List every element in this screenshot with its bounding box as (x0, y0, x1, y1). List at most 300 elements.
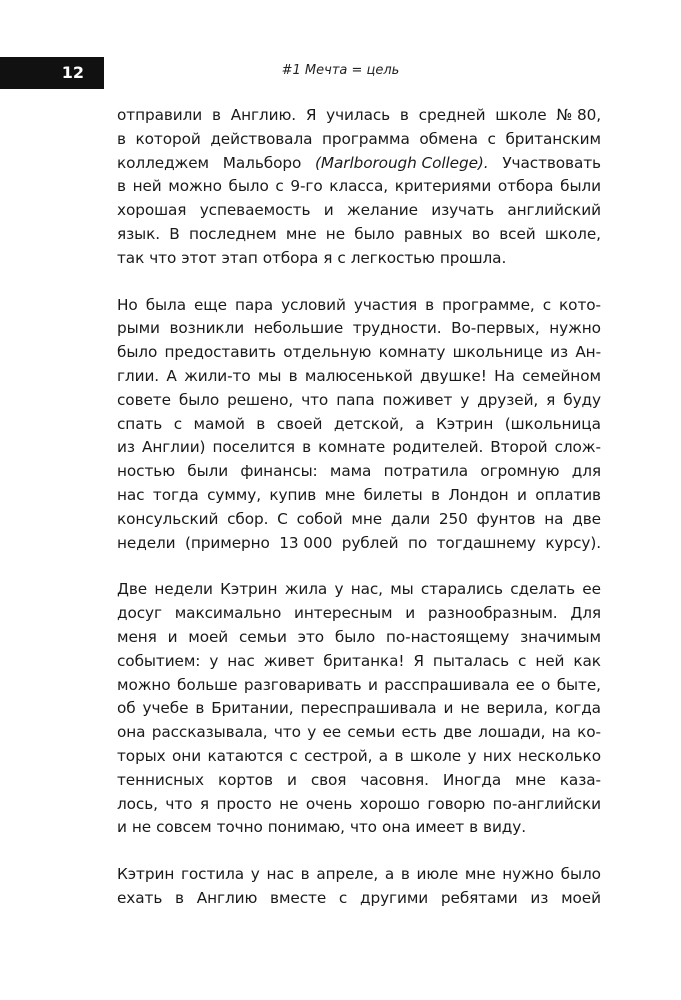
word: у (460, 390, 470, 409)
word: имеет (415, 818, 465, 837)
word: программа (322, 129, 410, 148)
word: из (550, 343, 569, 362)
word: Иногда (442, 770, 502, 789)
word: школе (495, 106, 547, 124)
text-line (117, 128, 601, 152)
word: в (394, 746, 404, 765)
word: оплатив (535, 485, 601, 504)
text-line (117, 389, 601, 413)
word: детской, (333, 414, 404, 433)
word: с (542, 295, 552, 314)
word: школьнице (452, 343, 543, 362)
word: у (467, 746, 477, 765)
word: моей (561, 888, 601, 907)
word: я (199, 794, 210, 813)
text-line (117, 674, 601, 698)
word: билеты (363, 485, 423, 504)
word: участия (353, 295, 418, 314)
text-line (117, 294, 601, 318)
word: критериями (394, 177, 492, 196)
word: об (117, 699, 136, 718)
word: которой (135, 129, 201, 148)
word: гостила (180, 865, 245, 884)
word: нас, (350, 580, 383, 599)
word: своя (310, 770, 347, 789)
word: равных (403, 224, 463, 243)
word: условий (281, 295, 346, 314)
word: в (211, 106, 221, 124)
text-line (117, 793, 601, 817)
word: было (228, 177, 269, 196)
word: отправили (117, 106, 203, 124)
word: часовня. (360, 770, 429, 789)
word: язык. (117, 224, 161, 243)
word: живет (263, 651, 315, 670)
word: (примерно (185, 533, 270, 552)
word: британка! (323, 651, 405, 670)
word: комнату (378, 343, 446, 362)
word: глии. (117, 366, 160, 385)
word: вместе (270, 888, 327, 907)
word: точно (216, 818, 263, 837)
word: досуг (117, 604, 162, 623)
word: в (288, 366, 298, 385)
word: действовала (210, 129, 313, 148)
word: были (560, 177, 601, 196)
word: предоставить (164, 343, 276, 362)
word: отбора (262, 248, 319, 267)
text-line (117, 863, 601, 887)
word: консульский (117, 509, 219, 528)
word: мне (324, 485, 356, 504)
word: лошади, (478, 723, 546, 742)
text-line (117, 460, 601, 484)
word: хорошая (117, 201, 187, 220)
word: быте, (556, 675, 601, 694)
word: у (334, 580, 344, 599)
word: а (384, 865, 395, 884)
text-line (117, 175, 601, 199)
text-line (117, 602, 601, 626)
word: папа (336, 390, 375, 409)
word: разнообразным. (427, 604, 558, 623)
word: я (323, 248, 333, 267)
word: были (187, 462, 229, 481)
word: них (482, 746, 512, 765)
page-number: 12 (0, 57, 104, 89)
text-line (117, 317, 601, 341)
word: с (518, 651, 527, 670)
word: как (573, 651, 601, 670)
word: сестрой, (304, 746, 373, 765)
word: Но (117, 295, 138, 314)
word: кото- (559, 295, 601, 314)
word: в (425, 295, 435, 314)
word: потратила (383, 462, 469, 481)
word: пыталась (432, 651, 510, 670)
text-line (117, 626, 601, 650)
word: можно (117, 675, 171, 694)
word: с (337, 248, 346, 267)
text-line (117, 532, 601, 556)
word: курсу). (545, 533, 601, 552)
word: (школьница (504, 414, 601, 433)
word: Британии, (211, 699, 294, 718)
italic-phrase: (Marlborough College). (315, 153, 489, 172)
word: мы (390, 580, 414, 599)
word: еще (194, 295, 227, 314)
word: трудности. (352, 319, 442, 338)
word: расспрашивала (384, 675, 510, 694)
word: рублей (341, 533, 399, 552)
word: у (307, 723, 317, 742)
word: класса, (329, 177, 389, 196)
word: небольшие (253, 319, 344, 338)
word: малюсенькой (304, 366, 413, 385)
word: очень (305, 794, 353, 813)
text-line (117, 152, 601, 176)
word: больше (177, 675, 238, 694)
word: фунтов (476, 509, 536, 528)
word: семьи (347, 723, 396, 742)
word: недели (117, 533, 176, 552)
word: На (494, 366, 515, 385)
word: средней (418, 106, 486, 124)
word: нас (117, 485, 145, 504)
word: школе, (544, 224, 601, 243)
text-line (117, 223, 601, 247)
text-line (117, 769, 601, 793)
word: они (172, 746, 202, 765)
word: ребятами (440, 888, 518, 907)
word: верила, (486, 699, 548, 718)
word: на (551, 723, 571, 742)
text-line (117, 721, 601, 745)
word: она (117, 723, 146, 742)
word: с (338, 888, 348, 907)
word: собой (296, 509, 343, 528)
text-line (117, 247, 601, 271)
word: нас (266, 865, 294, 884)
word: для (571, 462, 601, 481)
word: пара (234, 295, 274, 314)
word: она (381, 818, 411, 837)
word: не (279, 794, 299, 813)
word: у (250, 865, 260, 884)
word: было (117, 343, 158, 362)
word: и (286, 770, 297, 789)
word: семейном (522, 366, 601, 385)
word: что (301, 390, 329, 409)
word: огромную (480, 462, 560, 481)
word: что (349, 818, 377, 837)
word: сбор. (227, 509, 269, 528)
text-line (117, 341, 601, 365)
word: и (367, 675, 378, 694)
text-line (117, 199, 601, 223)
word: лось, (117, 794, 158, 813)
text-line (117, 365, 601, 389)
word: несколько (518, 746, 601, 765)
word: программе, (442, 295, 535, 314)
word: в (400, 865, 410, 884)
word: а (378, 746, 389, 765)
word: тогдашнему (436, 533, 536, 552)
text-line (117, 816, 601, 840)
word: ностью (117, 462, 175, 481)
word: разговаривать (243, 675, 362, 694)
word: мама (329, 462, 372, 481)
word: событием: (117, 651, 201, 670)
word: английский (507, 201, 601, 220)
word: было (354, 224, 395, 243)
word: Участвовать (502, 153, 601, 172)
word: не (325, 224, 346, 243)
word: значимым (520, 627, 601, 646)
word: друзей, (477, 390, 539, 409)
word: интересным (294, 604, 393, 623)
text-line (117, 887, 601, 911)
word: отдельную (283, 343, 372, 362)
word: и (167, 627, 178, 646)
word: есть (401, 723, 437, 742)
word: совсем (156, 818, 212, 837)
word: в (117, 129, 126, 148)
word: ехать (117, 888, 163, 907)
word: ней (535, 651, 565, 670)
word: с (173, 414, 183, 433)
word: Кэтрин (220, 580, 278, 599)
running-header-title: #1 Мечта = цель (281, 63, 400, 78)
word: по (407, 533, 428, 552)
word: из (117, 438, 135, 457)
word: С (277, 509, 288, 528)
word: мамой (193, 414, 245, 433)
word: моей (188, 627, 229, 646)
word: финансы: (240, 462, 318, 481)
word: желание (346, 201, 418, 220)
word: нас (227, 651, 255, 670)
word: я (546, 390, 556, 409)
word: максимально (174, 604, 282, 623)
word: ее (582, 580, 601, 599)
word: В (169, 224, 180, 243)
word: отбора (497, 177, 554, 196)
word: не (460, 699, 480, 718)
word: поживет (382, 390, 453, 409)
word: так (117, 248, 145, 267)
word: и (443, 699, 454, 718)
word: говорю (427, 794, 486, 813)
word: это (297, 627, 325, 646)
word: нужно (502, 865, 554, 884)
word: школе (409, 746, 462, 765)
word: 250 (438, 509, 468, 528)
word: Второй (490, 438, 548, 457)
word: с (275, 177, 284, 196)
word: в (117, 177, 126, 196)
word: в (256, 414, 266, 433)
word: по-английски (492, 794, 601, 813)
word: Англию. (230, 106, 296, 124)
word: сделать (510, 580, 576, 599)
word: когда (554, 699, 601, 718)
word: ее (515, 675, 535, 694)
word: что (165, 794, 193, 813)
word: было (334, 627, 376, 646)
word: Мальборо (222, 153, 302, 172)
word: июле (416, 865, 459, 884)
word: ко- (577, 723, 601, 742)
word: меня (117, 627, 157, 646)
word: а (415, 414, 425, 433)
text-line (117, 745, 601, 769)
word: А (166, 366, 177, 385)
word: Для (570, 604, 601, 623)
word: мне (351, 509, 383, 528)
word: катаются (207, 746, 283, 765)
word: 9-го (290, 177, 323, 196)
word: не (131, 818, 152, 837)
word: во (471, 224, 490, 243)
word: две (443, 723, 472, 742)
word: кортов (217, 770, 273, 789)
word: и (405, 604, 416, 623)
word: и (517, 485, 527, 504)
text-line (117, 484, 601, 508)
word: Я (305, 106, 317, 124)
word: виду. (483, 818, 526, 837)
word: мне (285, 224, 317, 243)
word: в (469, 818, 479, 837)
word: в (302, 438, 312, 457)
word: этап (221, 248, 258, 267)
word: Во-первых, (451, 319, 540, 338)
text-line (117, 578, 601, 602)
word: мне (464, 865, 496, 884)
word: хорошо (359, 794, 420, 813)
word: жили-то (184, 366, 251, 385)
word: обмена (419, 129, 478, 148)
word: комнате (318, 438, 386, 457)
word: учебе (142, 699, 189, 718)
word: просто (216, 794, 272, 813)
word: этот (181, 248, 217, 267)
word: Кэтрин (436, 414, 494, 433)
word: по-настоящему (385, 627, 510, 646)
word: Кэтрин (117, 865, 175, 884)
word: Ан- (575, 343, 601, 362)
paragraph (117, 294, 601, 556)
word: другими (360, 888, 429, 907)
word: семьи (239, 627, 287, 646)
word: понимаю, (267, 818, 345, 837)
text-line (117, 508, 601, 532)
word: тогда (152, 485, 199, 504)
word: британским (505, 129, 601, 148)
word: 13 000 (279, 533, 333, 552)
word: Англию (196, 888, 258, 907)
word: ней (132, 177, 162, 196)
word: в (175, 888, 184, 907)
body-text (117, 104, 601, 934)
text-line (117, 436, 601, 460)
word: о (540, 675, 551, 694)
word: Лондон (448, 485, 509, 504)
word: и (323, 201, 334, 220)
word: сумму, (207, 485, 261, 504)
paragraph (117, 578, 601, 840)
word: в (431, 485, 440, 504)
word: колледжем (117, 153, 209, 172)
word: в (195, 699, 205, 718)
word: прошла. (439, 248, 507, 267)
word: апреле, (316, 865, 379, 884)
word: легкостью (350, 248, 435, 267)
word: успеваемость (199, 201, 311, 220)
word: Две (117, 580, 148, 599)
word: недели (154, 580, 213, 599)
word: было (560, 865, 601, 884)
word: переспрашивала (300, 699, 437, 718)
word: слож- (554, 438, 601, 457)
word: и (117, 818, 127, 837)
word: всей (499, 224, 536, 243)
word: двушке! (420, 366, 487, 385)
word: была (145, 295, 186, 314)
word: мы (257, 366, 282, 385)
word: жила (284, 580, 328, 599)
word: с (289, 746, 298, 765)
text-line (117, 650, 601, 674)
word: мне (515, 770, 546, 789)
word: теннисных (117, 770, 204, 789)
word: изучать (431, 201, 495, 220)
word: можно (168, 177, 222, 196)
word: родителей. (392, 438, 484, 457)
word: что (273, 723, 301, 742)
word: на (544, 509, 564, 528)
word: старались (420, 580, 503, 599)
word: рассказывала, (151, 723, 268, 742)
word: совете (117, 390, 171, 409)
word: нужно (549, 319, 601, 338)
word: было (178, 390, 220, 409)
word: две (572, 509, 601, 528)
word: спать (117, 414, 163, 433)
word: возникли (169, 319, 245, 338)
word: купив (269, 485, 317, 504)
paragraph (117, 104, 601, 271)
word: каза- (559, 770, 601, 789)
word: рыми (117, 319, 160, 338)
word: у (209, 651, 219, 670)
word: буду (563, 390, 601, 409)
text-line (117, 413, 601, 437)
word: дали (390, 509, 431, 528)
text-line (117, 104, 601, 128)
word: в (399, 106, 409, 124)
word: решено, (227, 390, 294, 409)
word: училась (326, 106, 391, 124)
word: с (487, 129, 496, 148)
text-line (117, 697, 601, 721)
word: что (149, 248, 177, 267)
word: последнем (188, 224, 277, 243)
word: торых (117, 746, 166, 765)
word: Англии) (141, 438, 206, 457)
paragraph (117, 863, 601, 911)
